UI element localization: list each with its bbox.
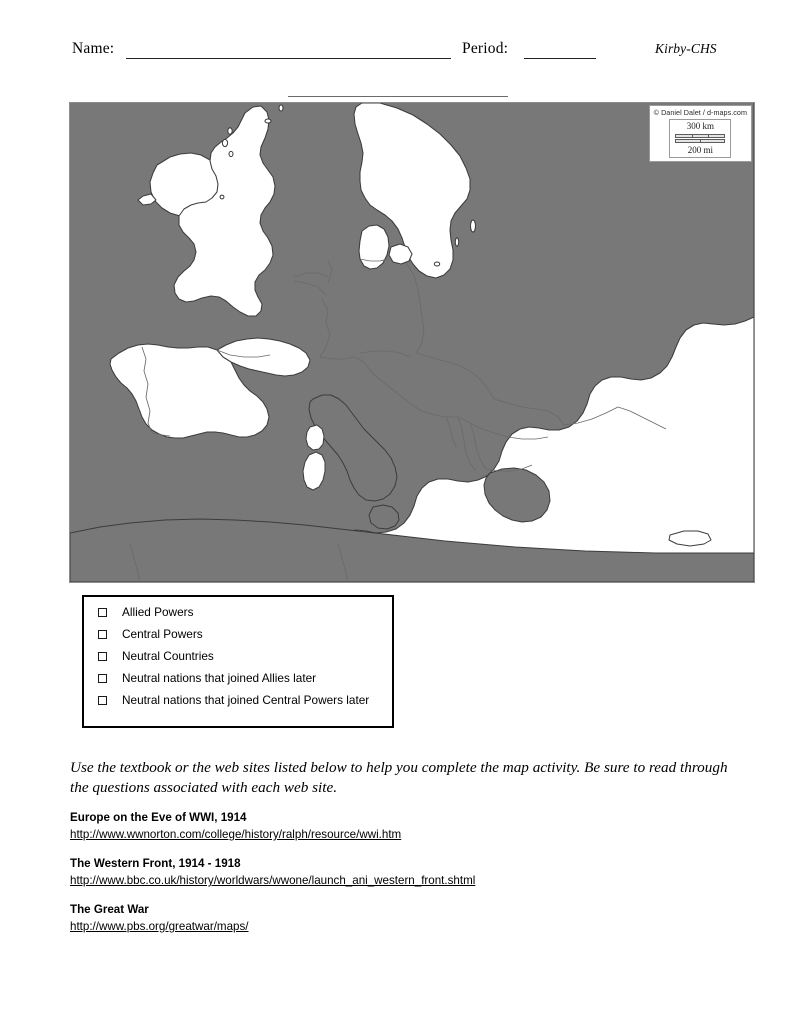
legend-box: [82, 595, 394, 728]
legend-item[interactable]: [98, 693, 392, 708]
legend-item-label: Allied Powers: [122, 605, 194, 619]
school-label: Kirby-CHS: [655, 41, 717, 56]
period-label: Period:: [462, 40, 509, 57]
link-url[interactable]: http://www.wwnorton.com/college/history/ralph/resource/wwi.htm: [70, 828, 402, 841]
legend-item-label: Neutral nations that joined Allies later: [122, 671, 317, 685]
instructions-text: Use the textbook or the web sites listed below to help you complete the map activity. Be sure to read through the questions associated with each web site.: [70, 759, 728, 796]
resource-links: [70, 810, 710, 935]
link-title: The Great War: [70, 903, 149, 916]
legend-item-label: Neutral Countries: [122, 649, 214, 663]
checkbox-icon[interactable]: [98, 674, 107, 683]
legend-item[interactable]: [98, 649, 392, 664]
legend-item-label: Central Powers: [122, 627, 203, 641]
page-header: [0, 40, 791, 70]
map-graphic: [70, 103, 754, 582]
link-title: Europe on the Eve of WWI, 1914: [70, 811, 247, 824]
link-title: The Western Front, 1914 - 1918: [70, 857, 241, 870]
land-corsica: [306, 425, 324, 450]
link-group: [70, 810, 710, 843]
legend-item[interactable]: [98, 605, 392, 620]
link-url[interactable]: http://www.bbc.co.uk/history/worldwars/wwone/launch_ani_western_front.shtml: [70, 874, 476, 887]
land-hebrides-b: [222, 139, 227, 146]
period-blank-line[interactable]: [524, 58, 596, 59]
name-label: Name:: [72, 40, 115, 57]
legend-item-label: Neutral nations that joined Central Powers later: [122, 693, 370, 707]
land-shetland-main: [279, 105, 283, 111]
land-hebrides-c: [229, 151, 233, 156]
checkbox-icon[interactable]: [98, 608, 107, 617]
map-title-blank-line[interactable]: [288, 96, 508, 97]
land-hebrides-a: [228, 128, 232, 134]
checkbox-icon[interactable]: [98, 652, 107, 661]
land-isle-of-man-main: [220, 195, 224, 199]
europe-map[interactable]: [69, 102, 755, 583]
map-credit-text: © Daniel Dalet / d-maps.com: [653, 108, 747, 117]
scale-bar-km: [675, 134, 725, 138]
checkbox-icon[interactable]: [98, 630, 107, 639]
land-orkney-main: [265, 119, 271, 123]
checkbox-icon[interactable]: [98, 696, 107, 705]
legend-item[interactable]: [98, 671, 392, 686]
map-credit-box: [649, 105, 752, 162]
link-url[interactable]: http://www.pbs.org/greatwar/maps/: [70, 920, 249, 933]
map: [70, 103, 754, 582]
name-blank-line[interactable]: [126, 58, 451, 59]
land-denmark-isles-main: [389, 244, 412, 264]
scale-mi-label: 200 mi: [687, 144, 713, 155]
scale-bar-box: [669, 119, 731, 158]
link-group: [70, 856, 710, 889]
scale-km-label: 300 km: [686, 121, 714, 131]
link-group: [70, 902, 710, 935]
legend-item[interactable]: [98, 627, 392, 642]
scale-bar-mi: [675, 139, 725, 143]
